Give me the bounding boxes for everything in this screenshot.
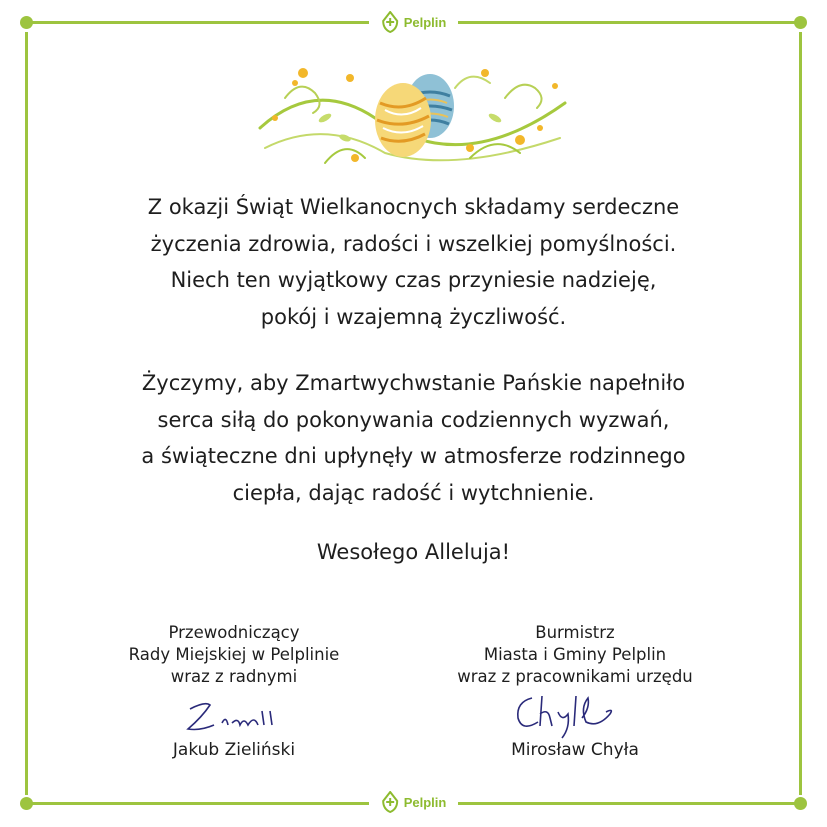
frame-corner-dot [794,797,807,810]
pelplin-emblem-icon [381,791,399,813]
text-line: serca siłą do pokonywania codziennych wyzwań, [157,407,670,432]
text-line: a świąteczne dni upłynęły w atmosferze rodzinnego [141,444,686,468]
signatory-title-line: Miasta i Gminy Pelplin [483,645,667,664]
text-line: Niech ten wyjątkowy czas przyniesie nadzieję, [170,268,657,292]
pelplin-logo-top [371,11,457,33]
logo-text: Pelplin [403,14,447,30]
frame-left-line [25,32,28,795]
text-line: pokój i wzajemną życzliwość. [260,304,567,329]
signature-left [180,695,300,740]
pelplin-logo-bottom [371,791,457,813]
easter-eggs-ornament [255,58,571,176]
frame-right-line [799,32,802,795]
signatory-title-line: Przewodniczący [168,623,300,642]
signatory-name-left: Jakub Zieliński [172,740,296,760]
frame-top-line-right [458,21,795,24]
text-line: Z okazji Świąt Wielkanocnych składamy serdeczne [147,195,680,219]
yellow-egg [375,83,431,157]
signature-right [510,688,640,743]
text-line: życzenia zdrowia, radości i wszelkiej pomyślności. [150,231,677,256]
signatory-title-line: wraz z radnymi [170,667,298,686]
signatory-title-line: Rady Miejskiej w Pelplinie [128,645,340,664]
text-line: ciepła, dając radość i wytchnienie. [232,480,595,505]
signatory-right [425,622,725,688]
frame-bottom-line-right [458,802,795,805]
greeting-paragraph-2 [60,365,767,511]
frame-corner-dot [20,16,33,29]
frame-corner-dot [794,16,807,29]
frame-bottom-line-left [32,802,369,805]
signatory-title-line: Burmistrz [535,623,615,642]
frame-corner-dot [20,797,33,810]
signatory-name-right: Mirosław Chyła [511,740,639,760]
signatory-left [84,622,384,688]
text-line: Życzymy, aby Zmartwychwstanie Pańskie napełniło [141,371,686,395]
logo-text: Pelplin [403,794,447,810]
frame-top-line-left [32,21,369,24]
pelplin-emblem-icon [381,11,399,33]
closing-wish: Wesołego Alleluja! [316,540,511,564]
greeting-paragraph-1 [60,189,767,335]
signatory-title-line: wraz z pracownikami urzędu [457,667,693,686]
